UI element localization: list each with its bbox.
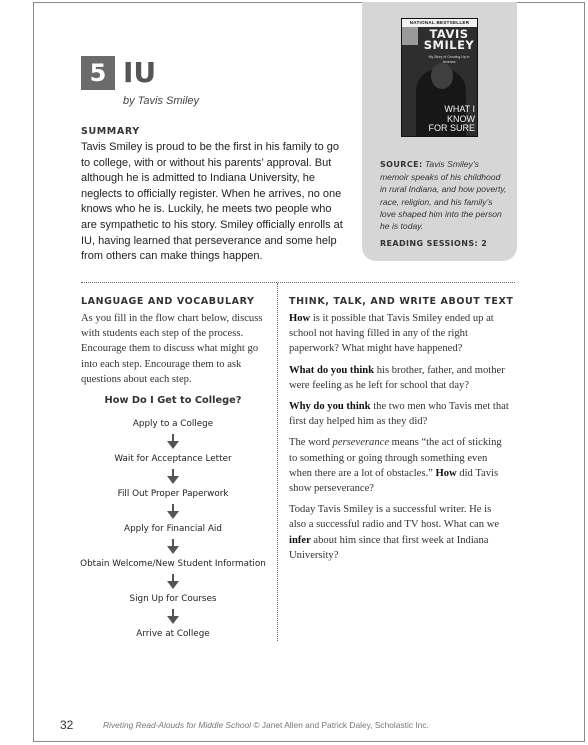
down-arrow-icon: [78, 570, 268, 593]
book-cover-image: [401, 18, 478, 137]
footer-credit: [103, 720, 429, 730]
book-title-line3: FOR SURE: [428, 123, 475, 133]
flowchart-title: How Do I Get to College?: [104, 395, 242, 406]
down-arrow-icon: [78, 500, 268, 523]
flowchart-step: Apply for Financial Aid: [124, 524, 222, 534]
question-4-lead: How: [435, 467, 457, 479]
book-author-photo: [402, 27, 418, 45]
book-portrait-head: [431, 63, 453, 89]
question-4-word: perseverance: [332, 437, 390, 449]
book-title-line1: WHAT I: [444, 104, 475, 114]
footer-book-title: Riveting Read-Alouds for Middle School: [103, 720, 252, 730]
question-4-end: did Tavis show perseverance?: [289, 467, 499, 495]
flowchart-step: Arrive at College: [136, 629, 210, 639]
flowchart: [78, 394, 268, 640]
question-1-text: is it possible that Tavis Smiley ended up at school not having filled in any of the right paperwork? What might have happened?: [289, 313, 494, 355]
question-4-pre: The word: [289, 437, 333, 449]
flowchart-step: Fill Out Proper Paperwork: [117, 489, 229, 499]
question-5: [289, 502, 509, 563]
language-text: As you fill in the flow chart below, discuss with students each step of the process. Encourage them to discuss what might go into each step. Encourage them to ask questions about each step.: [81, 313, 263, 385]
question-4: [289, 435, 509, 496]
section-divider-horizontal: [81, 282, 515, 283]
book-author-line2: SMILEY: [423, 38, 475, 52]
question-5-pre: Today Tavis Smiley is a successful writer. He is also a successful radio and TV host. What can we: [289, 504, 500, 531]
book-author: [420, 29, 478, 51]
down-arrow-icon: [78, 465, 268, 488]
book-author-line1: TAVIS: [429, 27, 469, 41]
down-arrow-icon: [78, 535, 268, 558]
flowchart-step: Sign Up for Courses: [129, 594, 217, 604]
book-banner: NATIONAL BESTSELLER: [402, 19, 477, 27]
question-1: [289, 311, 509, 357]
page-number: 32: [60, 718, 74, 732]
book-subtitle: My Story of Growing Up in America: [428, 55, 470, 64]
summary-heading: SUMMARY: [81, 126, 140, 137]
chapter-number-badge: 5: [81, 56, 115, 90]
question-3: [289, 399, 509, 429]
down-arrow-icon: [78, 605, 268, 628]
question-3-text: the two men who Tavis met that first day helped him as they did?: [289, 401, 509, 428]
footer-copyright: © Janet Allen and Patrick Daley, Scholastic Inc.: [251, 720, 429, 730]
book-title: [406, 105, 475, 134]
question-3-lead: Why do you think: [289, 401, 371, 413]
source-text: [380, 158, 508, 232]
section-divider-vertical: [277, 283, 278, 641]
book-title-line2: KNOW: [447, 113, 475, 124]
question-4-mid: means “the act of sticking to something or going through something even when there are a lot of obstacles.”: [289, 437, 502, 479]
summary-text: Tavis Smiley is proud to be the first in his family to go to college, with or without his parents’ approval. But although he is admitted to Indiana University, he neglects to officially register. When he arrives, no one knows who he is. Luckily, he meets two people who are sympathetic to his story. Smiley officially enrolls at IU, having learned that perseverance and some help from others can make things happen.: [81, 141, 343, 263]
chapter-title: IU: [123, 56, 157, 89]
think-heading: THINK, TALK, AND WRITE ABOUT TEXT: [289, 296, 514, 307]
question-5-end: about him since that first week at Indiana University?: [289, 534, 489, 561]
flowchart-step: Apply to a College: [132, 419, 214, 429]
question-2-text: his brother, father, and mother were feeling as he left for school that day?: [289, 364, 505, 391]
think-questions: [289, 311, 509, 569]
flowchart-step: Wait for Acceptance Letter: [114, 454, 232, 464]
source-description: Tavis Smiley’s memoir speaks of his childhood in rural Indiana, and how poverty, race, religion, and his family’s love shaped him into the person he is today.: [380, 159, 507, 232]
down-arrow-icon: [78, 430, 268, 453]
flowchart-step: Obtain Welcome/New Student Information: [80, 559, 266, 569]
question-1-lead: How: [289, 313, 311, 324]
byline: by Tavis Smiley: [123, 95, 200, 107]
source-label: SOURCE:: [380, 160, 423, 169]
reading-sessions: READING SESSIONS: 2: [380, 239, 488, 248]
question-2: [289, 363, 509, 393]
question-2-lead: What do you think: [289, 364, 375, 376]
flowchart-steps: [78, 418, 268, 640]
language-heading: LANGUAGE AND VOCABULARY: [81, 296, 255, 307]
question-5-keyword: infer: [289, 534, 311, 546]
